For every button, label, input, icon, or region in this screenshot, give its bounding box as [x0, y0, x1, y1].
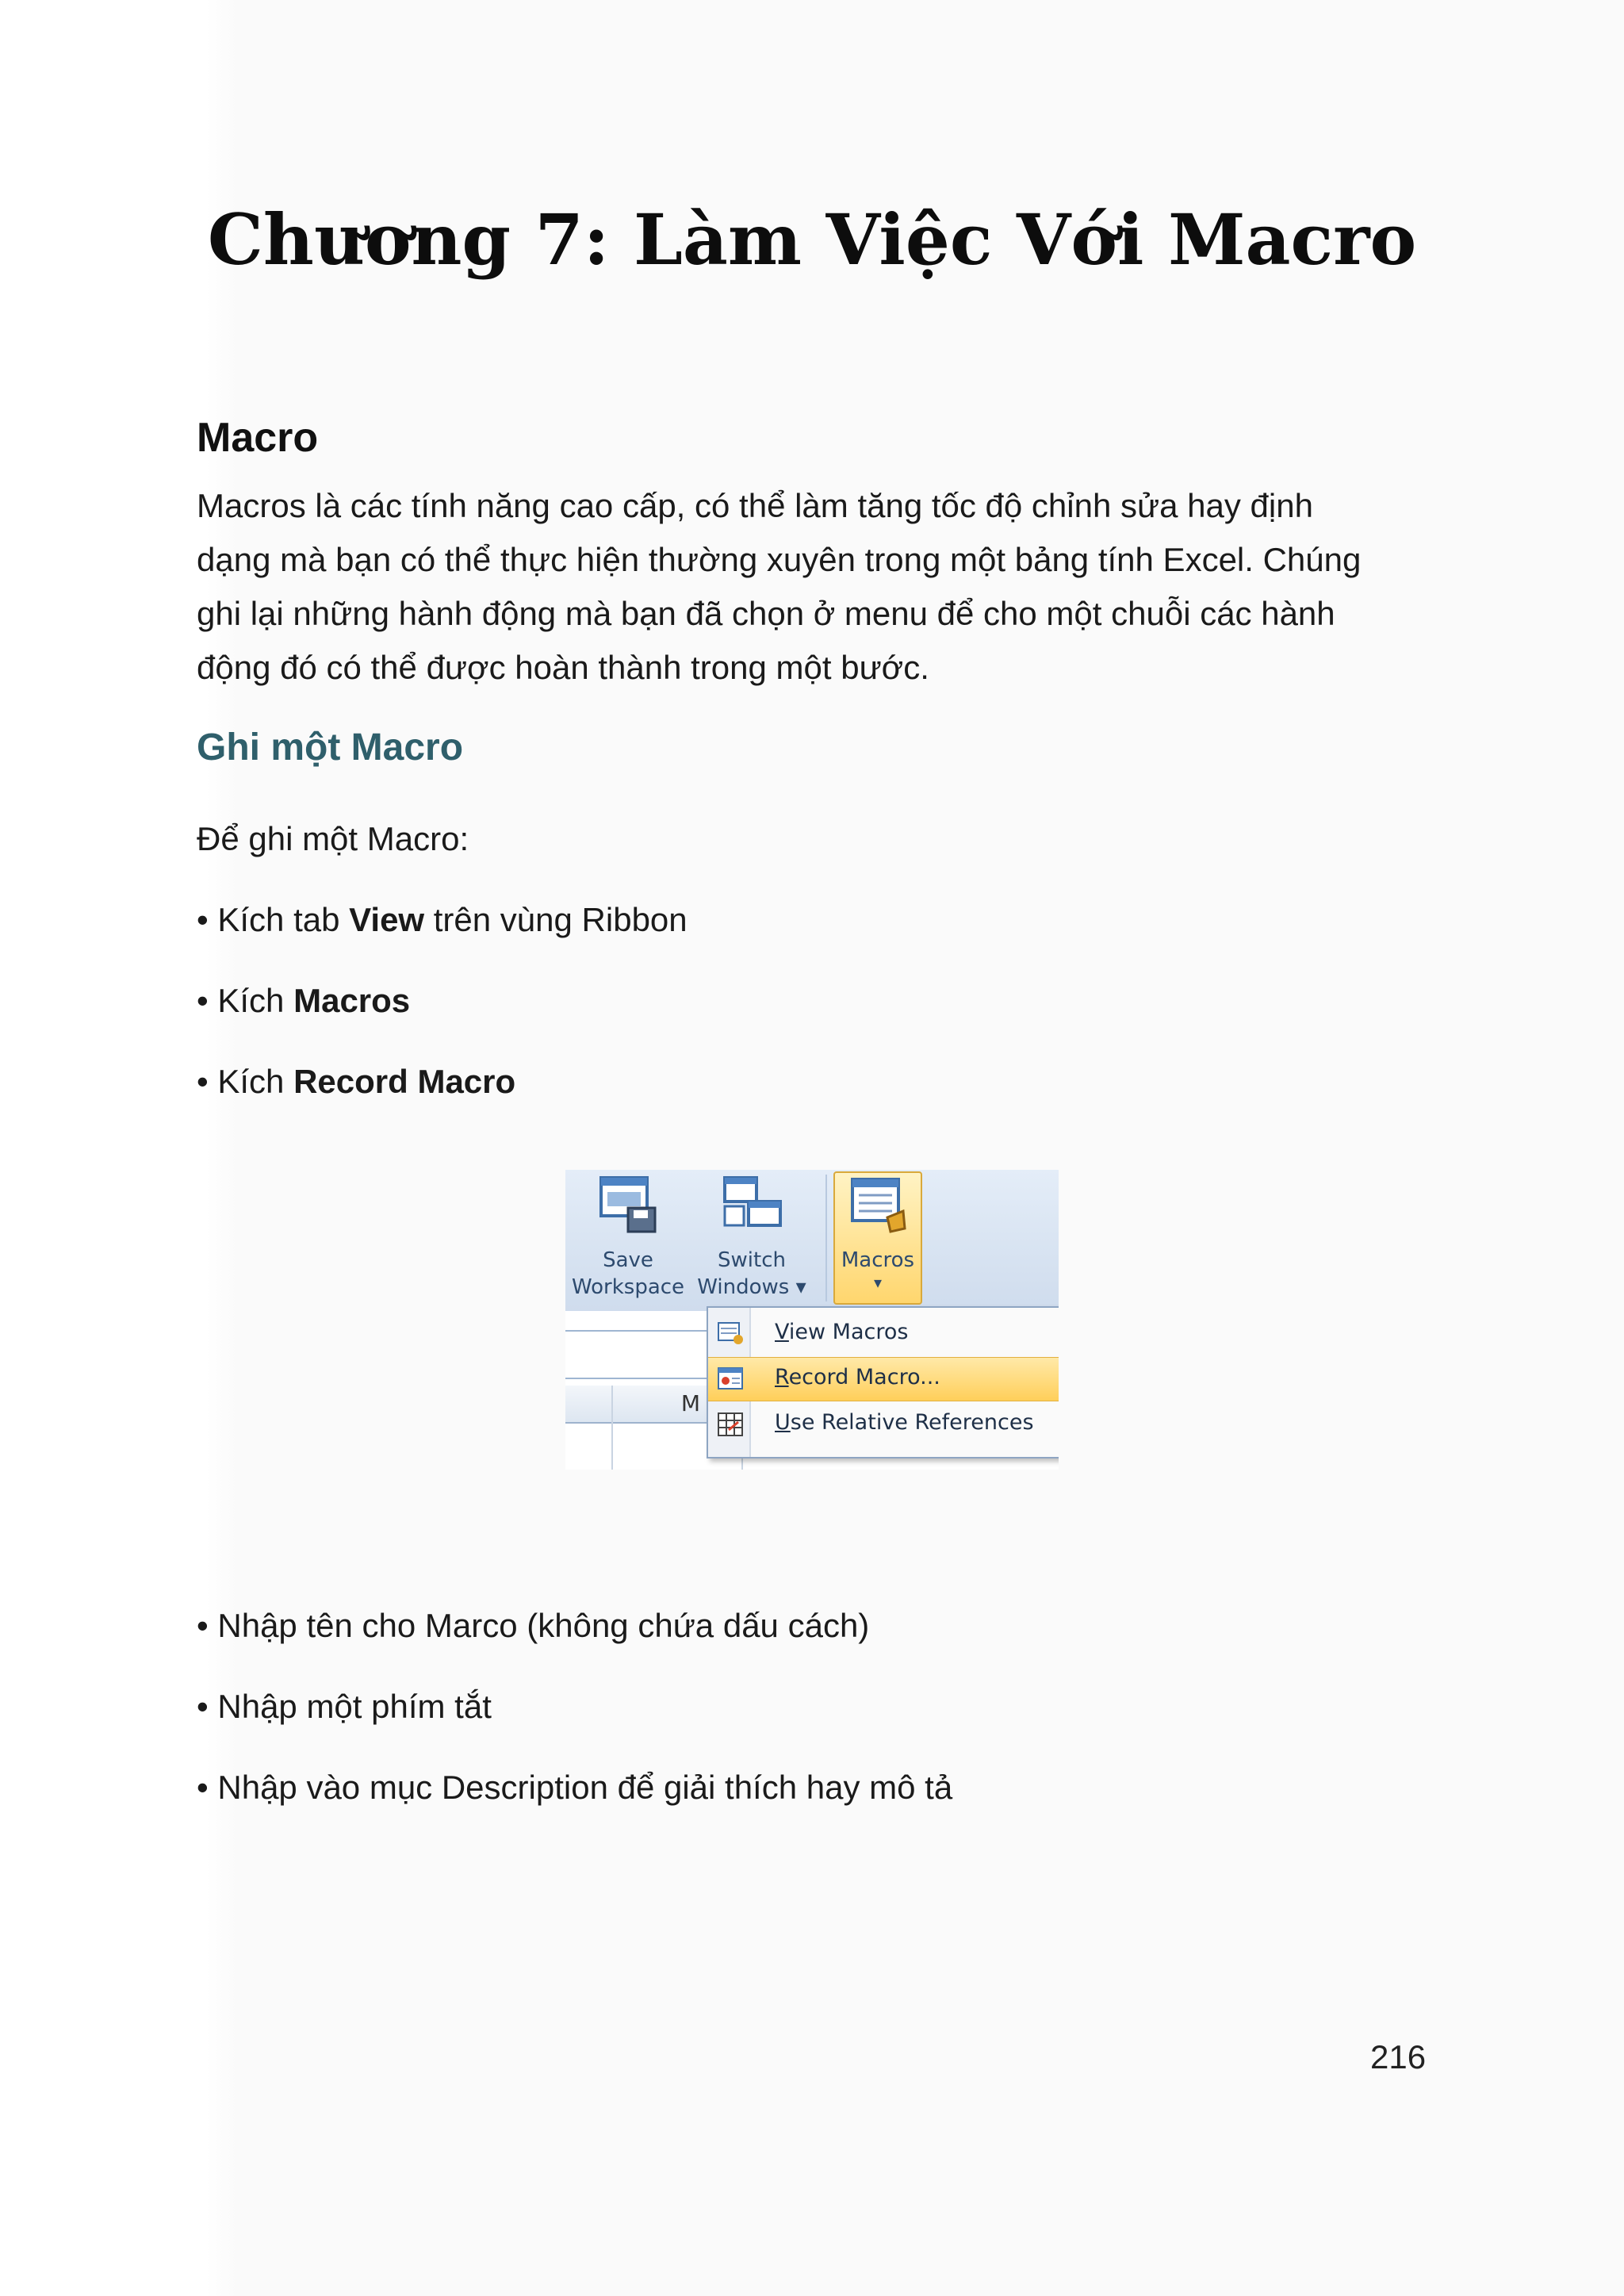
step-text: • Kích — [197, 982, 294, 1019]
switch-windows-icon — [720, 1173, 783, 1236]
chapter-title: Chương 7: Làm Việc Với Macro — [207, 198, 1417, 281]
step-emphasis: Macros — [293, 982, 411, 1019]
menu-item-record-macro[interactable] — [708, 1357, 1059, 1401]
menu-item-use-relative-references[interactable] — [708, 1403, 1059, 1446]
button-label: Windows ▾ — [697, 1275, 806, 1299]
step-text: • Kích — [197, 1063, 294, 1100]
macros-icon — [846, 1173, 910, 1236]
macros-button[interactable] — [833, 1171, 922, 1305]
relative-references-icon — [718, 1412, 745, 1438]
button-label: Save — [603, 1248, 653, 1272]
menu-item-label — [775, 1365, 940, 1389]
button-label: Switch — [718, 1248, 786, 1272]
save-workspace-button[interactable] — [569, 1173, 688, 1301]
chevron-down-icon: ▾ — [873, 1273, 883, 1292]
section-heading: Macro — [197, 415, 319, 461]
menu-item-text: se Relative References — [790, 1410, 1034, 1435]
save-workspace-icon — [596, 1173, 660, 1236]
step-item: • Nhập tên cho Marco (không chứa dấu cách) — [197, 1607, 870, 1644]
step-item: • Nhập một phím tắt — [197, 1688, 492, 1725]
step-item — [197, 982, 410, 1020]
step-emphasis: Record Macro — [293, 1063, 516, 1100]
grid-line — [611, 1386, 613, 1470]
switch-windows-button[interactable] — [692, 1173, 811, 1301]
access-key: V — [775, 1320, 789, 1344]
step-text: • Kích tab — [197, 901, 350, 938]
lead-text: Để ghi một Macro: — [197, 820, 469, 857]
menu-item-label — [775, 1320, 908, 1344]
step-item — [197, 901, 688, 939]
intro-line: Macros là các tính năng cao cấp, có thể làm tăng tốc độ chỉnh sửa hay định — [197, 487, 1313, 524]
macros-dropdown-menu — [707, 1306, 1059, 1458]
intro-line: dạng mà bạn có thể thực hiện thường xuyên trong một bảng tính Excel. Chúng — [197, 541, 1362, 578]
record-macro-icon — [718, 1367, 745, 1391]
menu-item-text: iew Macros — [788, 1320, 909, 1344]
menu-item-view-macros[interactable] — [708, 1313, 1059, 1355]
button-label: Workspace — [571, 1275, 685, 1299]
excel-ribbon-screenshot — [565, 1170, 1059, 1470]
subsection-heading: Ghi một Macro — [197, 726, 464, 769]
menu-item-text: ecord Macro... — [788, 1365, 940, 1389]
step-item — [197, 1063, 515, 1101]
step-item: • Nhập vào mục Description để giải thích hay mô tả — [197, 1769, 953, 1806]
page-number: 216 — [1370, 2038, 1427, 2076]
intro-paragraph — [197, 479, 1450, 695]
column-header-m[interactable]: M — [680, 1390, 701, 1416]
intro-line: động đó có thể được hoàn thành trong một bước. — [197, 649, 929, 686]
step-text: trên vùng Ribbon — [424, 901, 688, 938]
view-macros-icon — [718, 1322, 745, 1346]
intro-line: ghi lại những hành động mà bạn đã chọn ở menu để cho một chuỗi các hành — [197, 595, 1335, 632]
ribbon-bar — [565, 1170, 1059, 1311]
menu-item-label — [775, 1410, 1034, 1435]
step-emphasis: View — [349, 901, 425, 938]
button-label: Macros — [841, 1248, 915, 1272]
group-separator — [825, 1175, 827, 1301]
access-key: U — [775, 1410, 791, 1435]
access-key: R — [775, 1365, 789, 1389]
